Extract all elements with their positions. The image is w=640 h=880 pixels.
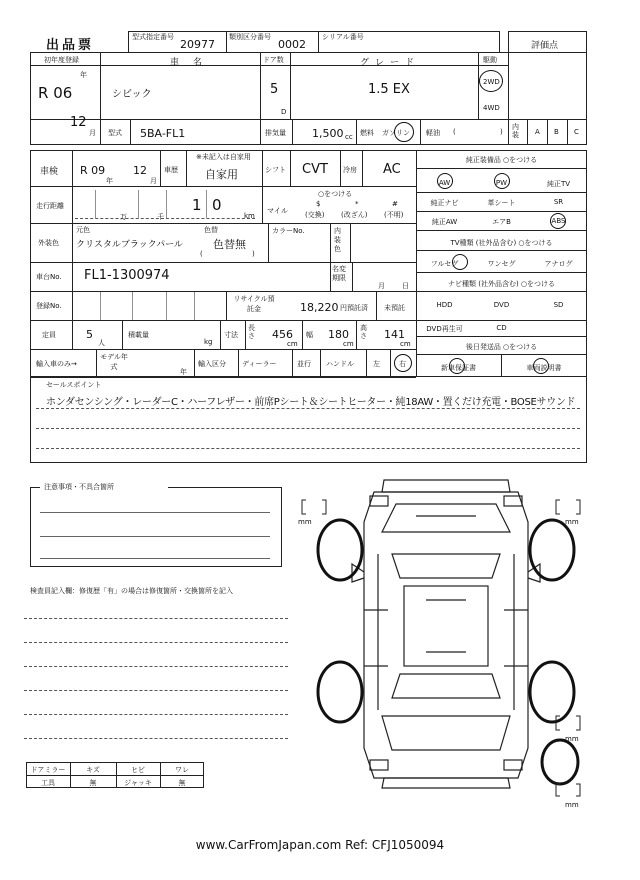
- length-unit: cm: [287, 340, 298, 348]
- tools-tool-value: 無: [89, 779, 97, 787]
- caution-box: [30, 487, 282, 567]
- equip-aw: AW: [438, 179, 451, 187]
- height-value: 141: [384, 328, 405, 341]
- type-no-label: 型式指定番号: [132, 33, 174, 41]
- height-unit: cm: [400, 340, 411, 348]
- color-paren-close: ): [252, 250, 255, 258]
- tools-header-scratch: キズ: [86, 766, 100, 774]
- paren-close: ): [500, 128, 503, 136]
- nav-sd: SD: [553, 301, 564, 309]
- footer-reference: www.CarFromJapan.com Ref: CFJ1050094: [195, 838, 445, 852]
- class-no-value: 0002: [278, 38, 306, 51]
- equip-pw-circle: [494, 173, 510, 189]
- tv-fullseg: フルセグ: [430, 260, 459, 268]
- height-label: 高さ: [360, 324, 367, 340]
- class-no-label: 類別区分番号: [229, 33, 271, 41]
- document-title: 出品票: [46, 38, 95, 53]
- mile-star: *: [355, 200, 359, 208]
- inspector-label: 検査員記入欄：修復歴「有」の場合は修復箇所・交換箇所を記入: [30, 587, 233, 595]
- year-unit: 年: [80, 71, 87, 79]
- model-year-unit: 年: [180, 368, 187, 376]
- color-paren-open: (: [200, 250, 203, 258]
- mileage-unit: km: [244, 212, 255, 220]
- recycle-unit: 円預託済: [340, 304, 368, 312]
- sales-text: ホンダセンシング・レーダーC・ハーフレザー・前席Pシート＆シートヒーター・純18AW・置くだけ充電・BOSEサウンド: [46, 397, 576, 408]
- paren-open: (: [453, 128, 456, 136]
- tv-analog: アナログ: [544, 260, 573, 268]
- doors-type: D: [281, 108, 287, 116]
- interior-c: C: [574, 128, 579, 136]
- shaken-year: R 09: [80, 164, 106, 177]
- import-category-label: 輸入区分: [198, 360, 226, 368]
- cooler-value: AC: [383, 162, 401, 177]
- shift-label: シフト: [265, 166, 286, 174]
- tools-header-crack: ヒビ: [131, 766, 145, 774]
- nav-hdd: HDD: [436, 301, 453, 309]
- length-value: 456: [272, 328, 293, 341]
- first-reg-label: 初年度登録: [44, 56, 79, 64]
- width-label: 幅: [306, 331, 313, 339]
- grade-value: 1.5 EX: [368, 82, 410, 97]
- doors-label: ドア数: [263, 56, 284, 64]
- equip-nav: 純正ナビ: [430, 199, 459, 207]
- recycle-unpaid: 未預託: [384, 304, 405, 312]
- handle-right: 右: [399, 360, 406, 368]
- tv-oneseg: ワンセグ: [487, 260, 516, 268]
- type-no-value: 20977: [180, 38, 215, 51]
- tv-fullseg-circle: [452, 254, 468, 270]
- mm-front-right: mm: [565, 518, 579, 526]
- fuel-label: 燃料: [360, 129, 374, 137]
- capacity-unit: 人: [98, 339, 105, 347]
- chassis-value: FL1-1300974: [84, 268, 170, 283]
- handle-right-circle: [394, 354, 412, 372]
- mm-spare: mm: [565, 801, 579, 809]
- history-note: ※未記入は自家用: [196, 153, 251, 161]
- model-value: 5BA-FL1: [140, 127, 186, 140]
- displacement-value: 1,500: [312, 127, 344, 140]
- interior-b: B: [554, 128, 559, 136]
- drive-2wd-circle: [479, 70, 503, 92]
- regno-label: 登録No.: [36, 302, 62, 310]
- fuel-diesel: 軽油: [426, 129, 440, 137]
- handle-label: ハンドル: [326, 360, 354, 368]
- nav-dvd-play: DVD再生可: [426, 325, 463, 333]
- rename-label: 名変期限: [332, 265, 346, 282]
- color-label: 外装色: [38, 239, 59, 247]
- color-code-label: カラーNo.: [272, 227, 305, 235]
- rename-day: 日: [402, 282, 409, 290]
- nav-cd: CD: [496, 324, 507, 332]
- caution-label: 注意事項・不具合箇所: [44, 483, 114, 491]
- width-value: 180: [328, 328, 349, 341]
- model-year-label: モデル年式: [100, 353, 128, 371]
- length-label: 長さ: [248, 324, 255, 340]
- later-manual-circle: [533, 358, 549, 374]
- drive-label: 駆動: [483, 56, 497, 64]
- shaken-year-unit: 年: [106, 177, 113, 185]
- displacement-label: 排気量: [265, 129, 286, 137]
- import-label: 輸入車のみ→: [36, 360, 77, 368]
- capacity-value: 5: [86, 328, 93, 341]
- handle-left: 左: [373, 360, 380, 368]
- import-parallel: 並行: [297, 360, 311, 368]
- mile-tampered: (改ざん): [341, 211, 368, 219]
- recycle-value: 18,220: [300, 301, 339, 314]
- mileage-sen-unit: 千: [157, 213, 164, 221]
- equip-pw: PW: [495, 179, 508, 187]
- tools-jack-value: 無: [178, 779, 186, 787]
- tools-tool-label: 工具: [41, 779, 55, 787]
- mileage-label: 走行距離: [36, 202, 64, 210]
- mileage-digit-2: 0: [212, 196, 222, 214]
- shaken-label: 車検: [40, 167, 59, 177]
- history-value: 自家用: [205, 168, 238, 181]
- tv-title: TV種類 (社外品含む) ○をつける: [450, 239, 553, 247]
- first-reg-year: R 06: [38, 84, 73, 102]
- mileage-digit-1: 1: [192, 196, 202, 214]
- equip-abs-circle: [550, 213, 566, 229]
- mm-front-left: mm: [298, 518, 312, 526]
- orig-color-label: 元色: [76, 226, 90, 234]
- equip-genuine-aw: 純正AW: [431, 218, 458, 226]
- cooler-label: 冷房: [343, 166, 357, 174]
- tools-header-break: ワレ: [175, 766, 189, 774]
- shaken-month: 12: [133, 164, 147, 177]
- mm-rear-right: mm: [565, 735, 579, 743]
- model-label: 型式: [108, 129, 122, 137]
- vehicle-name: シビック: [112, 89, 152, 100]
- interior-a: A: [535, 128, 540, 136]
- later-warranty: 新車保証書: [441, 364, 476, 372]
- nav-title: ナビ種類 (社外品含む) ○をつける: [447, 280, 556, 288]
- tools-header-mirror: ドアミラー: [30, 766, 66, 774]
- load-label: 積載量: [128, 331, 149, 339]
- equip-airbag: エアB: [492, 218, 511, 226]
- equip-abs: ABS: [551, 217, 566, 225]
- displacement-unit: cc: [345, 133, 353, 141]
- shift-value: CVT: [302, 162, 328, 177]
- import-dealer: ディーラー: [242, 360, 277, 368]
- drive-2wd: 2WD: [483, 78, 500, 86]
- equip-aw-circle: [437, 173, 453, 189]
- capacity-label: 定員: [42, 331, 56, 339]
- interior-color-label: 内装色: [334, 227, 341, 253]
- sales-label: セールスポイント: [46, 381, 102, 389]
- orig-color-value: クリスタルブラックパール: [76, 240, 183, 250]
- car-diagram: [296, 470, 596, 800]
- rename-month: 月: [378, 282, 385, 290]
- std-equipment-title: 純正装備品 ○をつける: [465, 156, 538, 164]
- mile-label: マイル: [267, 207, 288, 215]
- dims-label: 寸法: [224, 331, 238, 339]
- equip-sr: SR: [553, 198, 564, 206]
- mileage-man-unit: 万: [120, 213, 127, 221]
- history-label: 車歴: [164, 166, 178, 174]
- first-reg-month: 12: [70, 115, 87, 130]
- mile-dollar: $: [316, 200, 321, 208]
- tools-jack-label: ジャッキ: [124, 779, 152, 787]
- nav-dvd: DVD: [493, 301, 510, 309]
- sales-point-block: [30, 377, 587, 463]
- equip-tv: 純正TV: [546, 180, 571, 188]
- later-title: 後日発送品 ○をつける: [465, 343, 538, 351]
- load-unit: kg: [204, 338, 213, 346]
- equip-leather: 革シート: [487, 199, 516, 207]
- fuel-gasoline: ガソリン: [382, 129, 410, 137]
- later-warranty-circle: [449, 358, 465, 374]
- chassis-label: 車台No.: [36, 273, 62, 281]
- doors-value: 5: [270, 82, 279, 97]
- month-unit: 月: [89, 129, 96, 137]
- mile-note: ○をつける: [318, 190, 353, 198]
- score-label: 評価点: [531, 41, 559, 51]
- serial-label: シリアル番号: [322, 33, 364, 41]
- mile-unknown: (不明): [384, 211, 404, 219]
- width-unit: cm: [343, 340, 354, 348]
- color-change-label: 色替: [204, 226, 218, 234]
- shaken-month-unit: 月: [150, 177, 157, 185]
- name-label: 車名: [170, 58, 217, 68]
- color-change-value: 色替無: [213, 238, 246, 251]
- mile-exchange: (交換): [305, 211, 325, 219]
- recycle-label: リサイクル預託金: [233, 295, 275, 313]
- interior-label: 内装: [512, 123, 519, 139]
- mile-hash: #: [392, 200, 398, 208]
- later-manual: 車両説明書: [526, 364, 562, 372]
- fuel-gasoline-circle: [394, 122, 414, 142]
- drive-4wd: 4WD: [483, 104, 500, 112]
- grade-label: グレード: [360, 58, 421, 68]
